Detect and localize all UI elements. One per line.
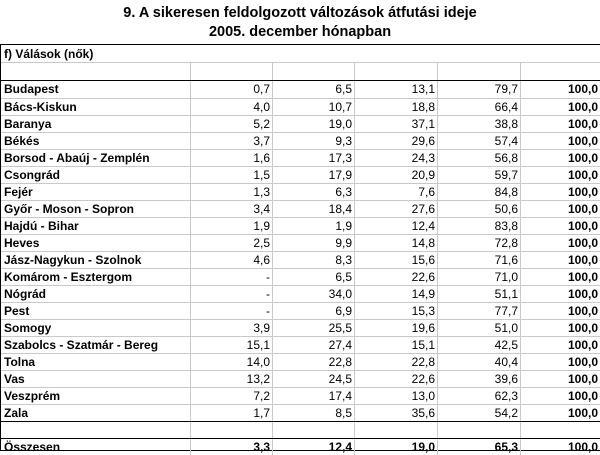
region-value: 9,9 <box>273 235 355 251</box>
region-value: 100,0 <box>567 287 598 301</box>
regions-block <box>1 80 600 422</box>
table-row <box>1 404 600 421</box>
table-row <box>1 251 600 268</box>
region-value: 100,0 <box>567 236 598 250</box>
table-row <box>1 149 600 166</box>
region-value: 100,0 <box>567 270 598 284</box>
table-row <box>1 98 600 115</box>
region-value: 100,0 <box>567 406 598 420</box>
table-row <box>1 234 600 251</box>
region-value: 19,0 <box>273 116 355 132</box>
region-value: 100,0 <box>567 338 598 352</box>
region-value: 17,4 <box>273 388 355 404</box>
region-value: 15,6 <box>355 252 438 268</box>
data-table <box>0 44 600 454</box>
table-row <box>1 370 600 387</box>
region-value: 100,0 <box>567 321 598 335</box>
region-value: 14,0 <box>191 354 273 370</box>
region-value: 100,0 <box>567 100 598 114</box>
region-value: 100,0 <box>567 168 598 182</box>
table-row <box>1 353 600 370</box>
region-value: 15,3 <box>355 303 438 319</box>
region-name: Nógrád <box>1 286 191 302</box>
region-value: 100,0 <box>567 134 598 148</box>
table-row <box>1 336 600 353</box>
region-value: 4,0 <box>191 99 273 115</box>
region-value: 3,7 <box>191 133 273 149</box>
table-row <box>1 285 600 302</box>
region-value: 22,6 <box>355 371 438 387</box>
region-value: 13,2 <box>191 371 273 387</box>
region-value: 27,6 <box>355 201 438 217</box>
region-value: 14,8 <box>355 235 438 251</box>
region-value: 37,1 <box>355 116 438 132</box>
region-value: 10,7 <box>273 99 355 115</box>
region-value: 100,0 <box>567 372 598 386</box>
region-value: 29,6 <box>355 133 438 149</box>
title-line-2: 2005. december hónapban <box>208 24 392 40</box>
title-line-1: 9. A sikeresen feldolgozott változások átfutási ideje <box>123 5 477 21</box>
region-value: 7,6 <box>355 184 438 200</box>
table-row <box>1 166 600 183</box>
total-value: 12,4 <box>273 439 355 455</box>
region-value: 50,6 <box>438 201 521 217</box>
total-value: 100,0 <box>567 440 598 454</box>
region-value: 0,7 <box>191 81 273 98</box>
region-name: Győr - Moson - Sopron <box>1 201 191 217</box>
region-value: 24,3 <box>355 150 438 166</box>
region-value: 59,7 <box>438 167 521 183</box>
region-name: Zala <box>1 405 191 421</box>
region-name: Somogy <box>1 320 191 336</box>
region-name: Pest <box>1 303 191 319</box>
region-value: 6,3 <box>273 184 355 200</box>
region-value: 13,0 <box>355 388 438 404</box>
region-value: 100,0 <box>567 82 598 96</box>
region-value: 13,1 <box>355 81 438 98</box>
spacer-row <box>1 63 600 80</box>
region-value: 24,5 <box>273 371 355 387</box>
region-name: Békés <box>1 133 191 149</box>
region-value: 3,9 <box>191 320 273 336</box>
table-row <box>1 217 600 234</box>
total-label: Összesen <box>1 439 191 455</box>
table-row <box>1 319 600 336</box>
region-value: 17,3 <box>273 150 355 166</box>
region-value: 6,5 <box>273 269 355 285</box>
region-rows <box>1 81 600 421</box>
region-value: 1,3 <box>191 184 273 200</box>
region-value: 39,6 <box>438 371 521 387</box>
region-value: 100,0 <box>567 117 598 131</box>
region-value: 79,7 <box>438 81 521 98</box>
region-value: 14,9 <box>355 286 438 302</box>
region-value: 35,6 <box>355 405 438 421</box>
total-value: 3,3 <box>191 439 273 455</box>
region-value: 17,9 <box>273 167 355 183</box>
table-row <box>1 200 600 217</box>
region-value: 22,8 <box>355 354 438 370</box>
region-value: 66,4 <box>438 99 521 115</box>
region-value: 22,6 <box>355 269 438 285</box>
region-name: Bács-Kiskun <box>1 99 191 115</box>
region-value: 25,5 <box>273 320 355 336</box>
table-row <box>1 387 600 404</box>
region-value: 6,9 <box>273 303 355 319</box>
region-value: 15,1 <box>191 337 273 353</box>
table-subtitle: f) Válások (nők) <box>1 45 600 63</box>
region-name: Baranya <box>1 116 191 132</box>
region-value: 62,3 <box>438 388 521 404</box>
region-name: Jász-Nagykun - Szolnok <box>1 252 191 268</box>
region-value: 19,6 <box>355 320 438 336</box>
region-value: - <box>191 303 273 319</box>
total-value: 19,0 <box>355 439 438 455</box>
region-value: 2,5 <box>191 235 273 251</box>
region-value: - <box>191 269 273 285</box>
region-name: Budapest <box>1 81 191 98</box>
region-value: 18,4 <box>273 201 355 217</box>
region-value: 6,5 <box>273 81 355 98</box>
region-value: 1,7 <box>191 405 273 421</box>
region-value: 72,8 <box>438 235 521 251</box>
region-value: 100,0 <box>567 185 598 199</box>
table-row <box>1 268 600 285</box>
region-value: 83,8 <box>438 218 521 234</box>
region-value: 5,2 <box>191 116 273 132</box>
region-value: 77,7 <box>438 303 521 319</box>
region-value: 1,6 <box>191 150 273 166</box>
region-value: 1,5 <box>191 167 273 183</box>
region-value: 100,0 <box>567 219 598 233</box>
region-value: 56,8 <box>438 150 521 166</box>
region-value: 100,0 <box>567 151 598 165</box>
region-name: Tolna <box>1 354 191 370</box>
region-value: 7,2 <box>191 388 273 404</box>
table-row <box>1 132 600 149</box>
region-value: 57,4 <box>438 133 521 149</box>
region-value: 54,2 <box>438 405 521 421</box>
region-value: 71,6 <box>438 252 521 268</box>
region-value: 8,5 <box>273 405 355 421</box>
region-name: Fejér <box>1 184 191 200</box>
table-row <box>1 81 600 98</box>
region-value: 51,1 <box>438 286 521 302</box>
region-value: 12,4 <box>355 218 438 234</box>
region-value: 1,9 <box>191 218 273 234</box>
header-spacer <box>1 63 600 80</box>
region-value: 100,0 <box>567 202 598 216</box>
region-value: 4,6 <box>191 252 273 268</box>
region-value: 38,8 <box>438 116 521 132</box>
region-value: 84,8 <box>438 184 521 200</box>
region-name: Vas <box>1 371 191 387</box>
region-value: 40,4 <box>438 354 521 370</box>
region-value: 100,0 <box>567 253 598 267</box>
total-row <box>1 438 600 455</box>
region-value: 8,3 <box>273 252 355 268</box>
region-name: Heves <box>1 235 191 251</box>
region-value: 51,0 <box>438 320 521 336</box>
total-value: 65,3 <box>438 439 521 455</box>
region-value: 3,4 <box>191 201 273 217</box>
table-row <box>1 115 600 132</box>
region-name: Hajdú - Bihar <box>1 218 191 234</box>
region-value: 15,1 <box>355 337 438 353</box>
blank-row <box>1 422 600 438</box>
region-value: - <box>191 286 273 302</box>
region-name: Szabolcs - Szatmár - Bereg <box>1 337 191 353</box>
region-value: 100,0 <box>567 304 598 318</box>
region-name: Borsod - Abaúj - Zemplén <box>1 150 191 166</box>
region-value: 27,4 <box>273 337 355 353</box>
region-value: 100,0 <box>567 355 598 369</box>
region-value: 20,9 <box>355 167 438 183</box>
region-value: 34,0 <box>273 286 355 302</box>
region-value: 9,3 <box>273 133 355 149</box>
region-name: Komárom - Esztergom <box>1 269 191 285</box>
region-value: 100,0 <box>567 389 598 403</box>
region-value: 18,8 <box>355 99 438 115</box>
region-value: 22,8 <box>273 354 355 370</box>
region-value: 71,0 <box>438 269 521 285</box>
table-row <box>1 183 600 200</box>
region-name: Veszprém <box>1 388 191 404</box>
table-row <box>1 302 600 319</box>
region-value: 1,9 <box>273 218 355 234</box>
region-value: 42,5 <box>438 337 521 353</box>
region-name: Csongrád <box>1 167 191 183</box>
